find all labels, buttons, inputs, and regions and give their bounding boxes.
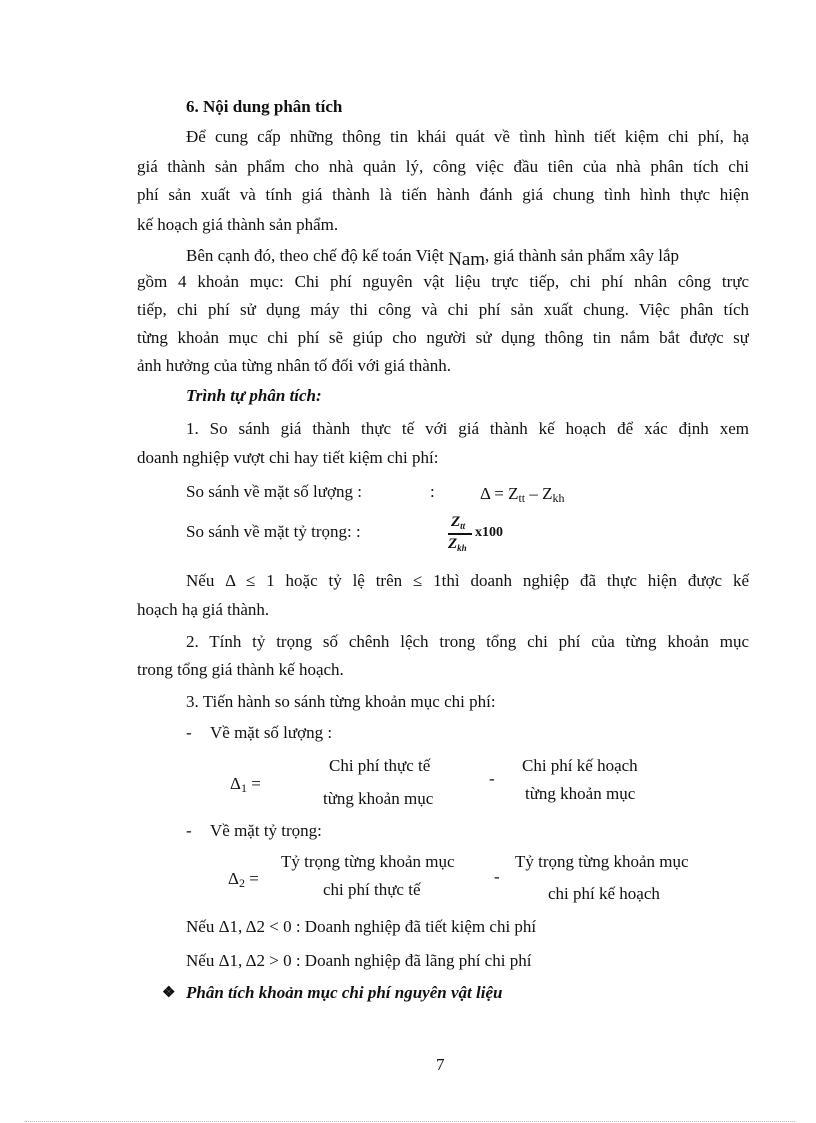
page-bottom-rule: [25, 1121, 795, 1122]
delta1-label: [230, 773, 261, 799]
fraction-bar: [448, 533, 472, 535]
delta2-symbol: Δ: [228, 869, 239, 888]
step2-line-1: 2. Tính tỷ trọng số chênh lệch trong tổng chi phí của từng khoản mục: [186, 632, 749, 651]
para2-line-4: từng khoản mục chi phí sẽ giúp cho người sử dụng thông tin nắm bắt được sự: [137, 328, 749, 347]
delta2-sub: 2: [238, 876, 245, 890]
delta1-actual-line-2: từng khoản mục: [323, 789, 434, 808]
rule-save: Nếu Δ1, Δ2 < 0 : Doanh nghiệp đã tiết kiệm chi phí: [186, 917, 537, 936]
compare-qty-formula: [480, 483, 565, 509]
step1-line-2: doanh nghiệp vượt chi hay tiết kiệm chi phí:: [137, 448, 439, 467]
delta2-eq: =: [244, 869, 259, 888]
step2-line-2: trong tổng giá thành kế hoạch.: [137, 660, 344, 679]
condition-line-1: Nếu Δ ≤ 1 hoặc tỷ lệ trên ≤ 1thì doanh nghiệp đã thực hiện được kế: [186, 571, 749, 590]
delta1-actual-line-1: Chi phí thực tế: [329, 756, 431, 775]
delta1-plan-line-1: Chi phí kế hoạch: [522, 756, 638, 775]
den-z: Z: [448, 536, 458, 552]
delta2-minus: -: [494, 867, 500, 886]
formula-z: Δ = Z: [480, 484, 519, 503]
para1-line-4: kế hoạch giá thành sản phẩm.: [137, 215, 339, 234]
delta2-plan-line-1: Tỷ trọng từng khoản mục: [515, 852, 689, 871]
para1-line-2: giá thành sản phẩm cho nhà quản lý, công việc đầu tiên của nhà phân tích chi: [137, 157, 749, 176]
para1-line-3: phí sản xuất và tính giá thành là tiến hành đánh giá chung tình hình thực hiện: [137, 185, 749, 204]
formula-sub-kh: kh: [552, 491, 565, 505]
page-number: 7: [436, 1055, 445, 1074]
delta2-plan-line-2: chi phí kế hoạch: [548, 884, 660, 903]
step1-line-1: 1. So sánh giá thành thực tế với giá thành kế hoạch để xác định xem: [186, 419, 749, 438]
delta2-actual-line-1: Tỷ trọng từng khoản mục: [281, 852, 455, 871]
sequence-title: Trình tự phân tích:: [186, 386, 322, 405]
formula-minus: – Z: [525, 484, 553, 503]
delta1-plan-line-2: từng khoản mục: [525, 784, 636, 803]
section-title: Phân tích khoản mục chi phí nguyên vật liệu: [186, 983, 503, 1002]
para1-line-1: Để cung cấp những thông tin khái quát về tình hình tiết kiệm chi phí, hạ: [186, 127, 749, 146]
bullet-ratio-text: Về mặt tỷ trọng:: [210, 821, 322, 840]
compare-ratio-label: So sánh về mặt tỷ trọng: :: [186, 522, 361, 541]
formula-sub-tt: tt: [518, 491, 526, 505]
rule-waste: Nếu Δ1, Δ2 > 0 : Doanh nghiệp đã lãng phí chi phí: [186, 951, 532, 970]
den-sub: kh: [457, 543, 467, 553]
para2-line-5: ảnh hưởng của từng nhân tố đối với giá thành.: [137, 356, 452, 375]
section-heading: 6. Nội dung phân tích: [186, 97, 343, 116]
para2-line-2: gồm 4 khoản mục: Chi phí nguyên vật liệu trực tiếp, chi phí nhân công trực: [137, 272, 749, 291]
num-z: Z: [451, 514, 461, 530]
bullet-ratio-dash: -: [186, 821, 192, 840]
para2-pre: Bên cạnh đó, theo chế độ kế toán Việt: [186, 246, 449, 265]
delta2-actual-line-2: chi phí thực tế: [323, 880, 421, 899]
bullet-qty-text: Về mặt số lượng :: [210, 723, 333, 742]
delta1-sub: 1: [240, 781, 247, 795]
para2-nam: Nam: [448, 249, 486, 270]
para2-line-1: [186, 245, 749, 271]
diamond-bullet-icon: ❖: [162, 985, 176, 1001]
para2-post: , giá thành sản phẩm xây lắp: [485, 246, 680, 265]
delta2-label: [228, 868, 259, 894]
compare-qty-label: So sánh về mặt số lượng :: [186, 482, 362, 501]
delta1-symbol: Δ: [230, 774, 241, 793]
condition-line-2: hoạch hạ giá thành.: [137, 600, 270, 619]
delta1-minus: -: [489, 769, 495, 788]
compare-qty-colon: :: [430, 482, 435, 501]
bullet-qty-dash: -: [186, 723, 192, 742]
delta1-eq: =: [246, 774, 261, 793]
fraction-numerator: [451, 514, 465, 531]
step3-line: 3. Tiến hành so sánh từng khoản mục chi phí:: [186, 692, 496, 711]
ratio-fraction: [448, 514, 506, 558]
num-sub: tt: [460, 521, 466, 531]
fraction-multiplier: x100: [475, 525, 503, 540]
fraction-denominator: [448, 536, 467, 553]
para2-line-3: tiếp, chi phí sử dụng máy thi công và chi phí sản xuất chung. Việc phân tích: [137, 300, 749, 319]
